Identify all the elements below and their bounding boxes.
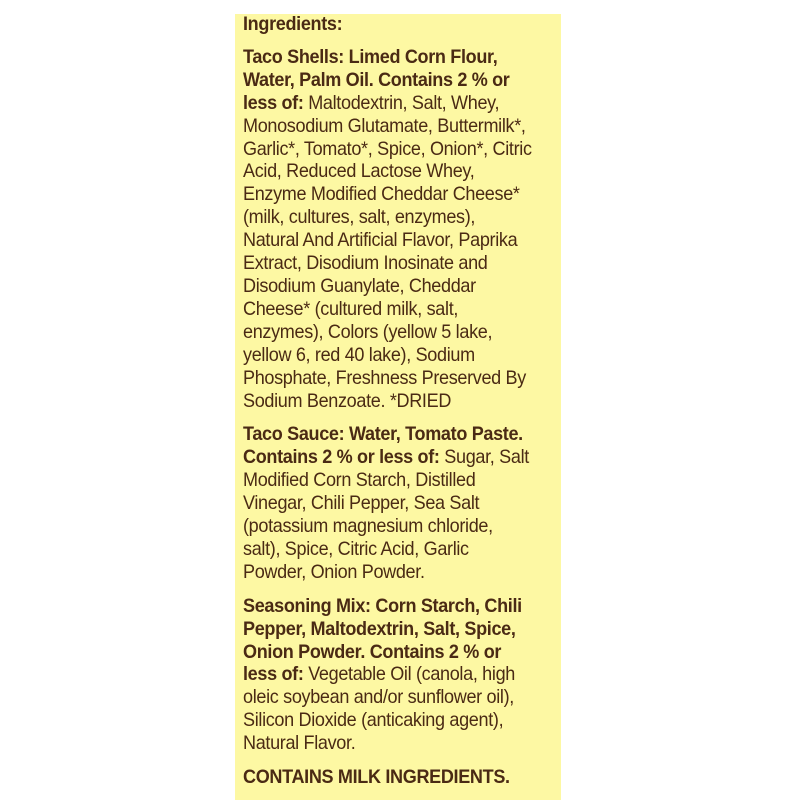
ingredient-line: Enzyme Modified Cheddar Cheese* [243,183,520,206]
taco-shells-section [243,46,550,413]
ingredient-line: (potassium magnesium chloride, [243,515,493,538]
allergen-statement: CONTAINS MILK INGREDIENTS. [243,766,510,789]
taco-sauce-section [243,423,550,583]
spacer [243,584,550,595]
ingredient-line [243,446,550,469]
ingredient-line: Modified Corn Starch, Distilled [243,469,476,492]
ingredient-line: Monosodium Glutamate, Buttermilk*, [243,114,526,137]
ingredient-line: salt), Spice, Citric Acid, Garlic [243,537,469,560]
contains-prefix: less of: [243,91,304,114]
ingredient-line [243,663,550,686]
ingredients-heading: Ingredients: [243,13,343,35]
ingredient-line: Phosphate, Freshness Preserved By [243,366,526,389]
seasoning-mix-section [243,595,550,755]
ingredient-text: Maltodextrin, Salt, Whey, [303,91,500,114]
ingredient-line: Acid, Reduced Lactose Whey, [243,160,475,183]
ingredient-line: Garlic*, Tomato*, Spice, Onion*, Citric [243,137,532,160]
spacer [243,36,550,46]
ingredient-line: (milk, cultures, salt, enzymes), [243,206,476,229]
contains-prefix: Contains 2 % or less of: [243,446,440,469]
ingredient-line: Powder, Onion Powder. [243,560,425,583]
ingredient-text: Sugar, Salt [439,446,529,469]
ingredient-line [243,92,550,115]
spacer [243,412,550,423]
ingredient-line: enzymes), Colors (yellow 5 lake, [243,320,493,343]
taco-shells-title-line: Taco Shells: Limed Corn Flour, [243,45,498,68]
ingredient-line: Silicon Dioxide (anticaking agent), [243,709,504,732]
seasoning-mix-title-line: Seasoning Mix: Corn Starch, Chili [243,594,522,617]
taco-sauce-title-line: Taco Sauce: Water, Tomato Paste. [243,423,523,446]
ingredient-line: Cheese* (cultured milk, salt, [243,297,459,320]
ingredient-line: Sodium Benzoate. *DRIED [243,389,452,412]
ingredient-line: yellow 6, red 40 lake), Sodium [243,343,475,366]
seasoning-mix-title-line: Pepper, Maltodextrin, Salt, Spice, [243,617,516,640]
ingredient-line: Natural And Artificial Flavor, Paprika [243,229,518,252]
ingredients-label [243,13,550,789]
spacer [243,755,550,766]
ingredient-text: Vegetable Oil (canola, high [303,663,515,686]
ingredient-line: Extract, Disodium Inosinate and [243,252,488,275]
taco-shells-title-line: Water, Palm Oil. Contains 2 % or [243,68,510,91]
seasoning-mix-title-line: Onion Powder. Contains 2 % or [243,640,502,663]
ingredient-line: Vinegar, Chili Pepper, Sea Salt [243,492,480,515]
ingredient-line: oleic soybean and/or sunflower oil), [243,686,514,709]
contains-prefix: less of: [243,663,304,686]
ingredient-line: Disodium Guanylate, Cheddar [243,274,476,297]
ingredient-line: Natural Flavor. [243,732,356,755]
